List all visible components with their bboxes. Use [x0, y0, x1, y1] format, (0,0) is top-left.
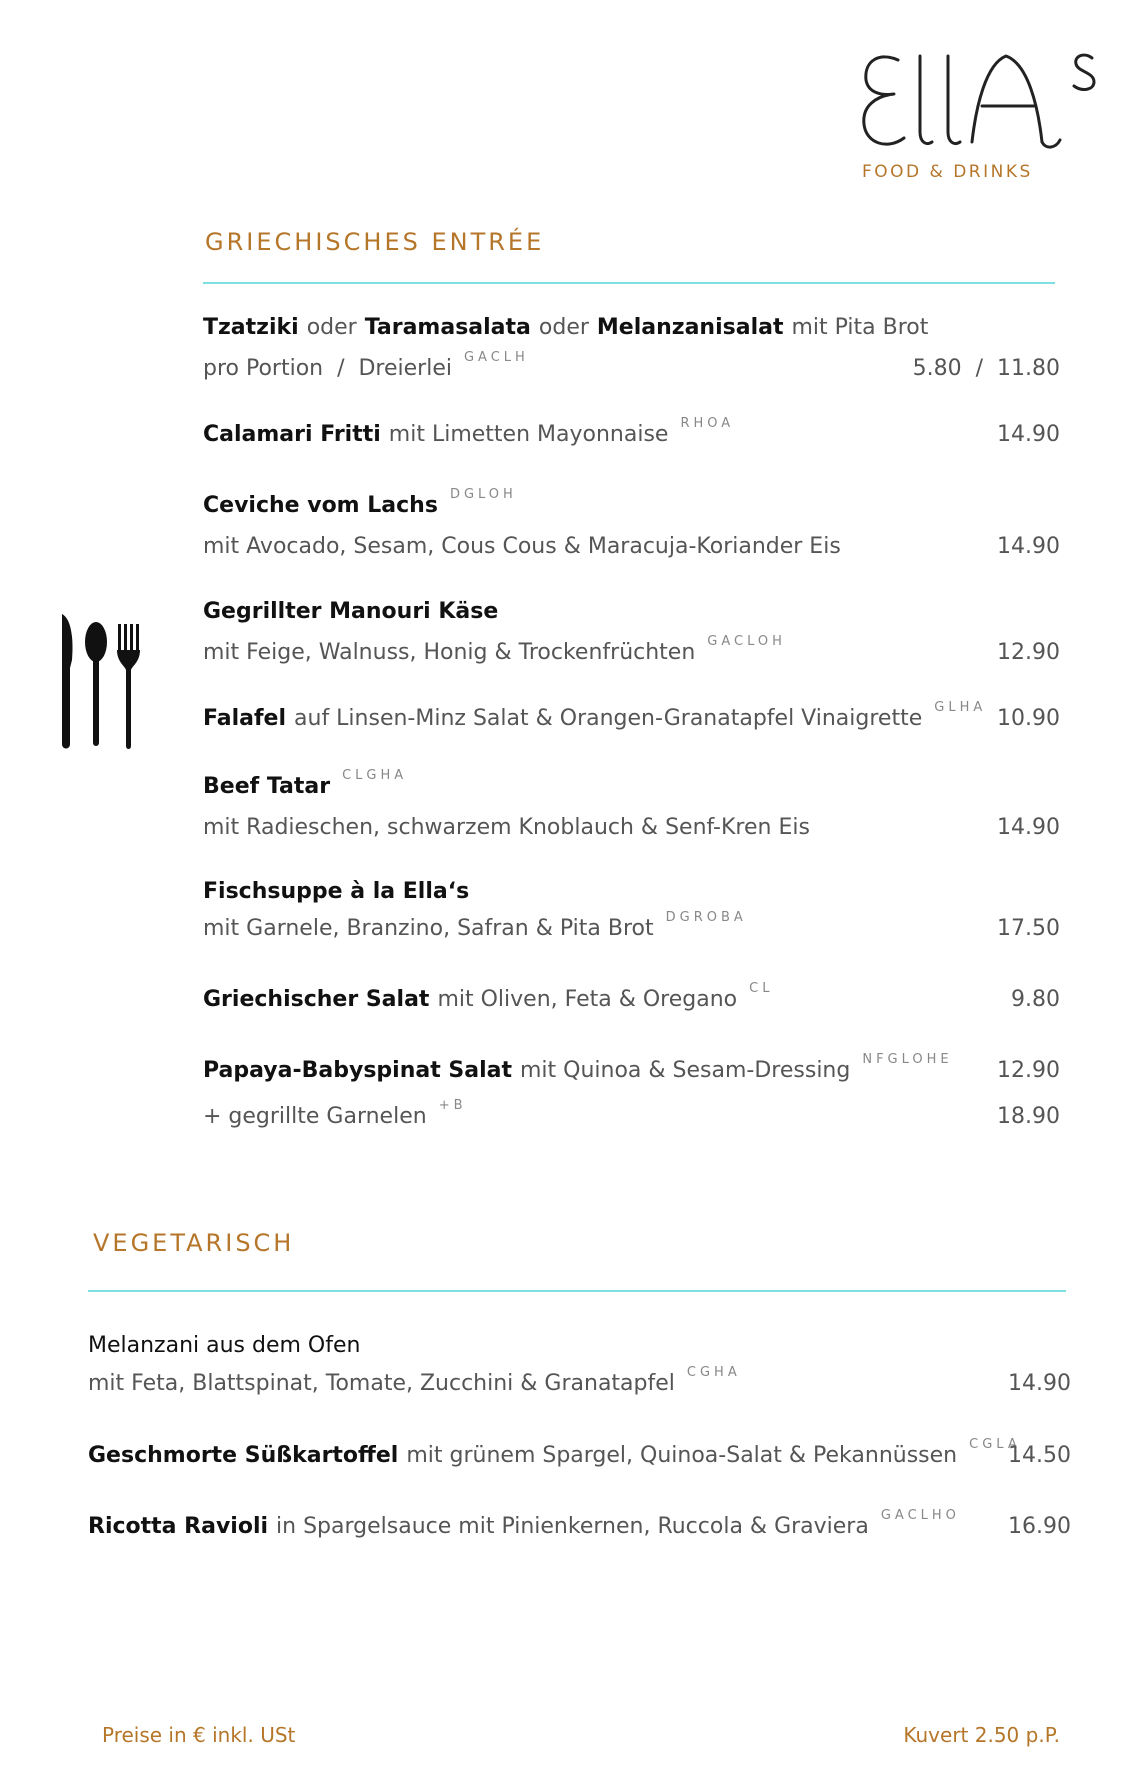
item-description: mit Oliven, Feta & Oregano [437, 987, 738, 1012]
item-name: Melanzani aus dem Ofen [88, 1333, 361, 1358]
item-name: Gegrillter Manouri Käse [203, 599, 499, 624]
item-price: 5.80 / 11.80 [912, 356, 1060, 381]
allergen-codes: GACLHO [880, 1508, 960, 1523]
item-price: 14.90 [997, 422, 1060, 447]
item-connector: oder [306, 315, 357, 340]
menu-item-fischsuppe [203, 879, 469, 904]
item-price: 14.90 [997, 815, 1060, 840]
menu-item-suesskartoffel [88, 1437, 1021, 1468]
menu-item-ceviche-desc [203, 534, 841, 559]
item-price: 14.50 [1008, 1443, 1071, 1468]
item-portion: pro Portion / Dreierlei [203, 356, 452, 381]
item-name: Ricotta Ravioli [88, 1514, 269, 1539]
menu-item-manouri-desc [203, 634, 786, 665]
section-title-vegetarisch: VEGETARISCH [93, 1229, 295, 1257]
allergen-codes: CGHA [686, 1365, 741, 1380]
menu-item-calamari [203, 416, 735, 447]
item-name: Ceviche vom Lachs [203, 493, 438, 518]
item-name: Geschmorte Süßkartoffel [88, 1443, 399, 1468]
ellas-logo-mark [860, 46, 1100, 156]
item-price: 10.90 [997, 706, 1060, 731]
item-name: Melanzanisalat [596, 315, 784, 340]
menu-item-ricotta-ravioli [88, 1508, 960, 1539]
knife-spoon-fork-icon [56, 612, 146, 756]
item-name: Papaya-Babyspinat Salat [203, 1058, 512, 1083]
item-name: Taramasalata [364, 315, 531, 340]
section-divider [88, 1290, 1066, 1292]
menu-item-griechischer-salat [203, 981, 774, 1012]
allergen-codes: RHOA [680, 416, 735, 431]
allergen-codes: CL [749, 981, 774, 996]
item-price: 12.90 [997, 640, 1060, 665]
brand-logo [848, 46, 1094, 182]
menu-item-fischsuppe-desc [203, 910, 747, 941]
item-name: Fischsuppe à la Ella‘s [203, 879, 470, 904]
item-connector: oder [538, 315, 589, 340]
menu-item-dips-line2 [203, 350, 529, 381]
menu-item-falafel [203, 700, 987, 731]
item-description: mit Avocado, Sesam, Cous Cous & Maracuja-Koriander Eis [203, 534, 841, 559]
item-description: mit Feta, Blattspinat, Tomate, Zucchini & Granatapfel [88, 1371, 675, 1396]
allergen-codes: +B [438, 1098, 467, 1113]
item-price: 9.80 [1011, 987, 1060, 1012]
item-addon-price: 18.90 [997, 1104, 1060, 1129]
item-name: Tzatziki [203, 315, 299, 340]
menu-item-papaya-salat [203, 1052, 953, 1083]
item-name: Griechischer Salat [203, 987, 430, 1012]
footer-cover-charge: Kuvert 2.50 p.P. [903, 1723, 1060, 1747]
menu-item-papaya-extra [203, 1098, 467, 1129]
allergen-codes: DGROBA [665, 910, 747, 925]
allergen-codes: CLGHA [342, 768, 408, 783]
menu-item-beef-tatar-desc [203, 815, 810, 840]
allergen-codes: GLHA [934, 700, 987, 715]
section-title-entree: GRIECHISCHES ENTRÉE [205, 228, 545, 256]
allergen-codes: DGLOH [449, 487, 517, 502]
menu-item-ceviche [203, 487, 517, 518]
item-price: 14.90 [997, 534, 1060, 559]
footer-price-note: Preise in € inkl. USt [102, 1723, 296, 1747]
item-price: 14.90 [1008, 1371, 1071, 1396]
item-description: mit Pita Brot [791, 315, 929, 340]
allergen-codes: CGLA [969, 1437, 1021, 1452]
item-price: 12.90 [997, 1058, 1060, 1083]
item-addon: + gegrillte Garnelen [203, 1104, 427, 1129]
menu-item-melanzani [88, 1333, 360, 1358]
item-name: Calamari Fritti [203, 422, 381, 447]
section-divider [203, 282, 1055, 284]
menu-item-manouri [203, 599, 498, 624]
allergen-codes: GACLOH [707, 634, 786, 649]
item-description: mit Garnele, Branzino, Safran & Pita Brot [203, 916, 654, 941]
item-description: mit grünem Spargel, Quinoa-Salat & Pekannüssen [406, 1443, 958, 1468]
menu-item-dips-line1 [203, 315, 928, 340]
item-description: mit Quinoa & Sesam-Dressing [519, 1058, 851, 1083]
item-description: mit Radieschen, schwarzem Knoblauch & Senf-Kren Eis [203, 815, 810, 840]
item-name: Falafel [203, 706, 287, 731]
item-name: Beef Tatar [203, 774, 331, 799]
item-price: 17.50 [997, 916, 1060, 941]
item-price: 16.90 [1008, 1514, 1071, 1539]
menu-item-beef-tatar [203, 768, 408, 799]
item-description: in Spargelsauce mit Pinienkernen, Ruccola & Graviera [276, 1514, 869, 1539]
item-description: mit Limetten Mayonnaise [388, 422, 669, 447]
menu-item-melanzani-desc [88, 1365, 741, 1396]
item-description: mit Feige, Walnuss, Honig & Trockenfrüchten [203, 640, 696, 665]
allergen-codes: GACLH [463, 350, 529, 365]
item-description: auf Linsen-Minz Salat & Orangen-Granatapfel Vinaigrette [294, 706, 923, 731]
allergen-codes: NFGLOHE [862, 1052, 953, 1067]
logo-tagline: FOOD & DRINKS [862, 162, 1033, 182]
